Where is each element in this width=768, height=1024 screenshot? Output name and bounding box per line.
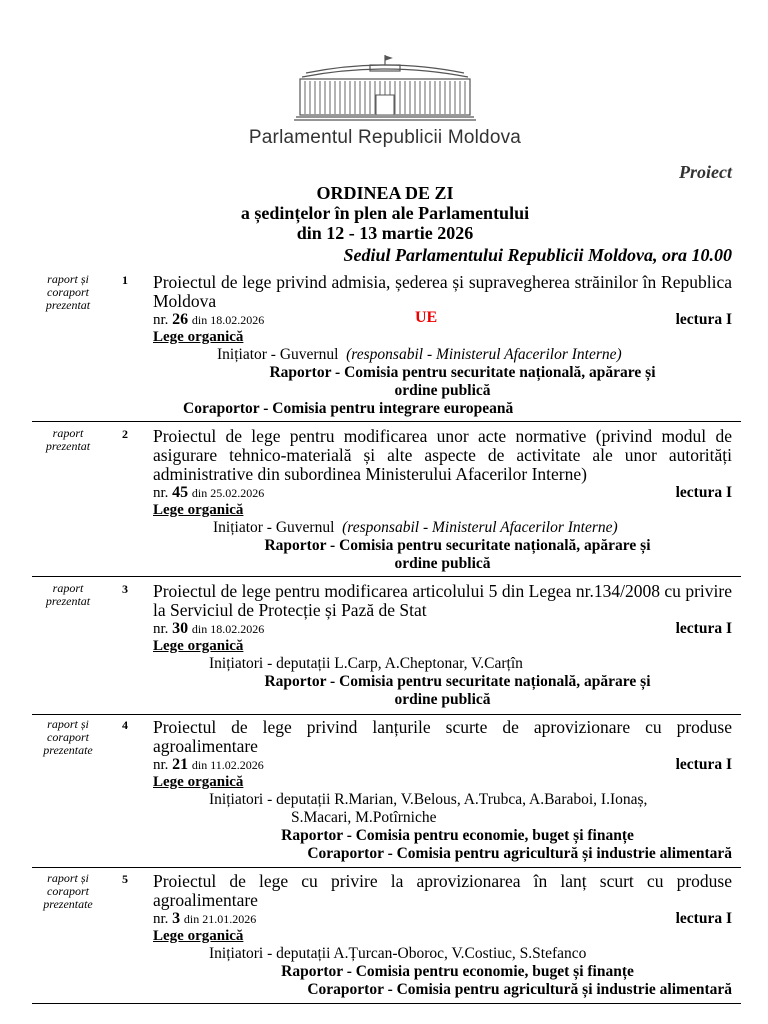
agenda-item bbox=[32, 422, 741, 577]
item-subject: Proiectul de lege cu privire la aprovizionarea în lanț scurt cu produse agroalimentare bbox=[153, 871, 732, 910]
item-initiator: Inițiatori - deputații R.Marian, V.Belous, A.Trubca, A.Baraboi, I.Ionaș, bbox=[209, 791, 648, 808]
item-raportor: Raportor - Comisia pentru economie, buget și finanțe bbox=[281, 827, 634, 844]
item-nr: 3 bbox=[172, 910, 181, 927]
item-subject: Proiectul de lege pentru modificarea articolului 5 din Legea nr.134/2008 cu privire la Serviciul de Protecție și Pază de Stat bbox=[153, 581, 732, 620]
item-date: din 18.02.2026 bbox=[191, 313, 265, 327]
agenda-item bbox=[32, 868, 741, 1004]
item-registration: nr. 45 din 25.02.2026 lectura I bbox=[153, 484, 732, 501]
item-status: raport și coraport prezentate bbox=[43, 717, 93, 757]
law-type: Lege organică bbox=[153, 329, 244, 345]
item-raportor: Raportor - Comisia pentru economie, buget și finanțe bbox=[281, 963, 634, 980]
law-type: Lege organică bbox=[153, 502, 244, 518]
item-status: raport prezentat bbox=[45, 581, 91, 608]
item-subject: Proiectul de lege pentru modificarea unor acte normative (privind modul de asigurare tehnico-materială și alte aspecte de activitate ale unor autorități administrative din subordinea Ministerului Afacerilor Interne) bbox=[153, 426, 732, 484]
law-type: Lege organică bbox=[153, 774, 244, 790]
item-registration: nr. 30 din 18.02.2026 lectura I bbox=[153, 620, 732, 637]
item-coraportor: Coraportor - Comisia pentru integrare europeană bbox=[183, 400, 514, 417]
item-registration: nr. 26 din 18.02.2026 UE lectura I bbox=[153, 309, 732, 328]
agenda-item bbox=[32, 268, 741, 422]
institution-name: Parlamentul Republicii Moldova bbox=[248, 127, 522, 148]
item-reading: lectura I bbox=[675, 620, 732, 637]
item-nr: 45 bbox=[172, 484, 189, 501]
item-raportor: Raportor - Comisia pentru securitate națională, apărare și bbox=[269, 364, 656, 381]
item-coraportor: Coraportor - Comisia pentru agricultură și industrie alimentară bbox=[307, 981, 732, 998]
item-date: din 21.01.2026 bbox=[183, 912, 257, 926]
item-initiator-cont: S.Macari, M.Potîrniche bbox=[291, 809, 437, 826]
item-reading: lectura I bbox=[675, 756, 732, 773]
item-subject: Proiectul de lege privind admisia, șederea și supravegherea străinilor în Republica Moldova bbox=[153, 272, 732, 311]
item-registration: nr. 3 din 21.01.2026 lectura I bbox=[153, 910, 732, 927]
agenda-item bbox=[32, 577, 741, 715]
session-venue: Sediul Parlamentului Republicii Moldova, ora 10.00 bbox=[343, 245, 732, 265]
item-number: 5 bbox=[122, 872, 128, 886]
item-date: din 25.02.2026 bbox=[191, 486, 265, 500]
item-responsible: (responsabil - Ministerul Afacerilor Interne) bbox=[342, 519, 618, 536]
parliament-building-icon bbox=[292, 55, 478, 121]
item-nr: 26 bbox=[172, 311, 189, 328]
agenda-item bbox=[32, 715, 741, 868]
item-initiator: Inițiatori - deputații A.Țurcan-Oboroc, V.Costiuc, S.Stefanco bbox=[209, 945, 587, 962]
item-initiator: Inițiator - Guvernul (responsabil - Ministerul Afacerilor Interne) bbox=[213, 519, 618, 536]
page-subtitle: a ședințelor în plen ale Parlamentului bbox=[240, 203, 530, 223]
item-responsible: (responsabil - Ministerul Afacerilor Interne) bbox=[346, 346, 622, 363]
law-type: Lege organică bbox=[153, 638, 244, 654]
item-raportor-cont: ordine publică bbox=[394, 382, 491, 399]
item-number: 3 bbox=[122, 582, 128, 596]
item-date: din 11.02.2026 bbox=[191, 758, 264, 772]
item-reading: lectura I bbox=[675, 484, 732, 501]
item-date: din 18.02.2026 bbox=[191, 622, 265, 636]
item-status: raport și coraport prezentate bbox=[43, 871, 93, 911]
item-coraportor: Coraportor - Comisia pentru agricultură și industrie alimentară bbox=[307, 845, 732, 862]
item-number: 1 bbox=[122, 273, 128, 287]
item-registration: nr. 21 din 11.02.2026 lectura I bbox=[153, 756, 732, 773]
item-reading: lectura I bbox=[675, 311, 732, 328]
item-raportor: Raportor - Comisia pentru securitate națională, apărare și bbox=[264, 673, 651, 690]
item-initiator: Inițiatori - deputații L.Carp, A.Cheptonar, V.Carțîn bbox=[209, 655, 523, 672]
eu-tag: UE bbox=[415, 309, 438, 326]
item-raportor-cont: ordine publică bbox=[394, 555, 491, 572]
item-raportor-cont: ordine publică bbox=[394, 691, 491, 708]
item-subject: Proiectul de lege privind lanțurile scurte de aprovizionare cu produse agroalimentare bbox=[153, 717, 732, 756]
item-number: 4 bbox=[122, 718, 128, 732]
law-type: Lege organică bbox=[153, 928, 244, 944]
project-label: Proiect bbox=[679, 162, 732, 182]
page-title: ORDINEA DE ZI bbox=[316, 183, 454, 203]
item-nr: 21 bbox=[172, 756, 189, 773]
item-reading: lectura I bbox=[675, 910, 732, 927]
item-initiator: Inițiator - Guvernul (responsabil - Ministerul Afacerilor Interne) bbox=[217, 346, 622, 363]
item-number: 2 bbox=[122, 427, 128, 441]
session-dates: din 12 - 13 martie 2026 bbox=[296, 223, 474, 243]
item-status: raport prezentat bbox=[45, 426, 91, 453]
parliament-logo bbox=[240, 55, 530, 150]
item-status: raport și coraport prezentat bbox=[45, 272, 91, 312]
item-raportor: Raportor - Comisia pentru securitate națională, apărare și bbox=[264, 537, 651, 554]
item-nr: 30 bbox=[172, 620, 189, 637]
